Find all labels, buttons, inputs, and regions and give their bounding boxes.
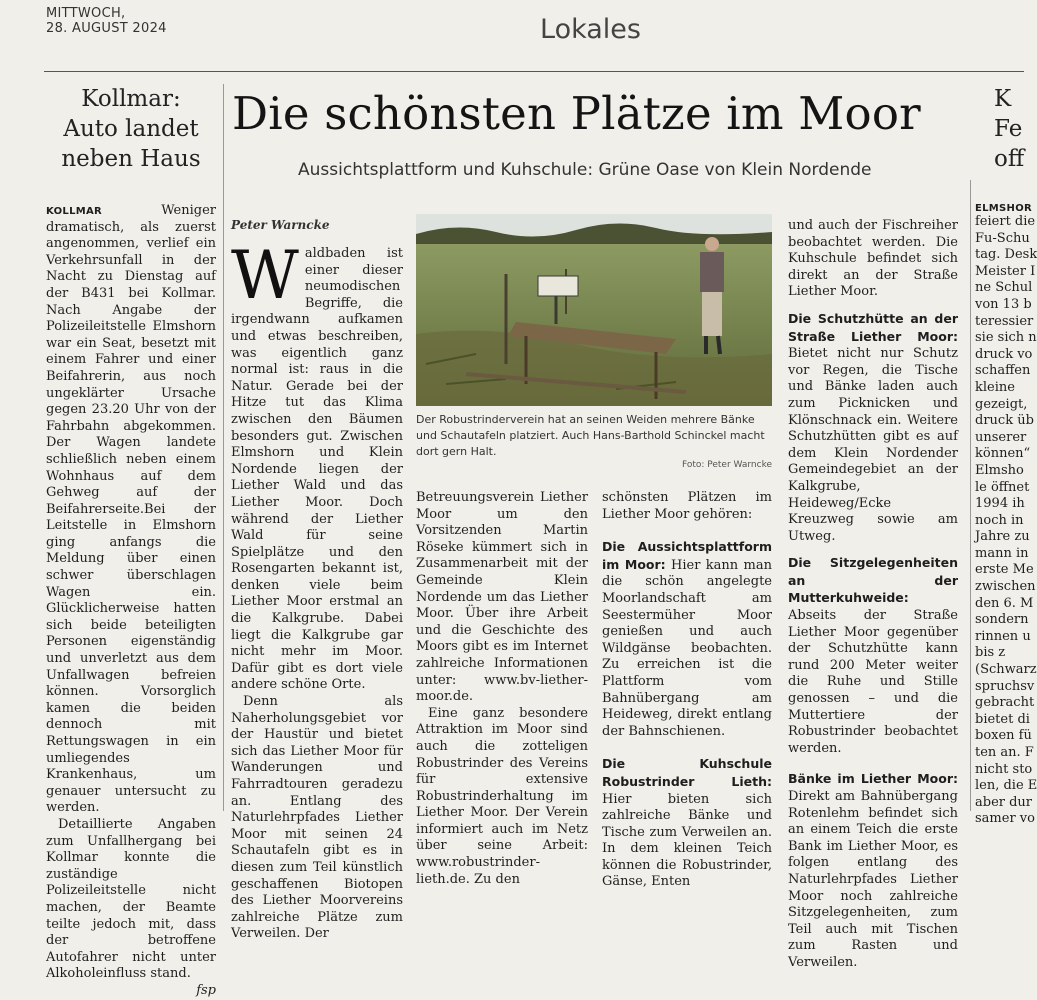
photo-caption-text: Der Robustrinderverein hat an seinen Weiden mehrere Bänke und Schautafeln platziert. Auch Hans-Barthold Schinckel macht dort gern Halt. <box>416 413 765 458</box>
right-article-line: gebracht <box>975 695 1035 711</box>
right-article-headline: K Fe off <box>994 86 1025 172</box>
right-article-line: bietet di <box>975 711 1030 727</box>
right-article-line: nicht sto <box>975 761 1033 777</box>
right-article-line: 1994 ih <box>975 496 1025 512</box>
right-article-line: tag. Desk <box>975 247 1037 263</box>
right-article-line: boxen fü <box>975 728 1032 744</box>
main-column-2 <box>416 490 588 888</box>
right-article-line: erste Me <box>975 562 1034 578</box>
column-divider <box>970 180 971 811</box>
left-headline-line: Auto landet <box>63 116 199 142</box>
main-paragraph-text: aldbaden ist einer dieser neumodischen Begriffe, die irgendwann aufkamen und etwas beschreiben, was eigentlich ganz normal ist: raus in die Natur. Gerade bei der Hitze tut das Klima zwischen den Bäumen besonders gut. Zwischen Elmshorn und Klein Nordende liegen der Liether Wald und das Liether Moor. Doch während der Liether Wald für seine Spielplätze und den Rosengarten bekannt ist, denken viele beim Liether Moor erstmal an die Kalkgrube. Dabei liegt die Kalkgrube gar nicht mehr im Moor. Dafür gibt es dort viele andere schöne Orte. <box>231 246 403 693</box>
main-paragraph <box>788 311 958 545</box>
left-headline-line: Kollmar: <box>81 86 181 112</box>
photo-credit: Foto: Peter Warncke <box>681 460 772 470</box>
right-article-line: bis z <box>975 645 1006 661</box>
right-article-line: Meister I <box>975 263 1036 279</box>
drop-cap: W <box>231 237 299 314</box>
right-article-lines <box>975 214 1035 828</box>
main-paragraph <box>788 771 958 971</box>
main-paragraph <box>602 539 772 740</box>
left-article-headline <box>46 84 216 174</box>
main-subhead: Aussichtsplattform und Kuhschule: Grüne Oase von Klein Nordende <box>298 160 872 180</box>
weekday: MITTWOCH, <box>46 6 126 21</box>
main-column-1 <box>231 218 403 943</box>
main-column-3 <box>602 490 772 891</box>
main-paragraph: Betreuungsverein Liether Moor um den Vorsitzenden Martin Röseke kümmert sich in Zusammenarbeit mit der Gemeinde Klein Nordende um das Liether Moor. Über ihre Arbeit und die Geschichte des Moors gibt es im Internet zahlreiche Informationen unter: www.bv-liether-moor.de. <box>416 490 588 705</box>
right-article-line: schaffen <box>975 363 1031 379</box>
left-headline-line: neben Haus <box>61 146 201 172</box>
left-paragraph-text: Detaillierte Angaben zum Unfallhergang bei Kollmar konnte die zuständige Polizeileitstelle nicht machen, der Beamte teilte jedoch mit, dass der betroffene Autofahrer nicht unter Alkoholeinfluss stand. <box>46 816 216 982</box>
main-paragraph-text: Hier kann man die schön angelegte Moorlandschaft am Seestermüher Moor genießen und auch Wildgänse beobachten. Zu erreichen ist die Plattform vom Bahnübergang am Heideweg, direkt entlang der Bahnschienen. <box>602 557 772 739</box>
right-article-line: von 13 b <box>975 296 1032 312</box>
main-paragraph-text: Bietet nicht nur Schutz vor Regen, die Tische und Bänke laden auch zum Picknicken und Klönschnack ein. Weitere Schutzhütten gibt es auf dem Klein Nordender Gemeindegebiet an der Kalkgrube, Heideweg/Ecke Kreuzweg sowie am Utweg. <box>788 346 958 544</box>
left-article-body <box>46 203 216 1000</box>
moor-photo <box>416 214 772 406</box>
right-article-line: teressier <box>975 313 1034 329</box>
main-paragraph: und auch der Fischreiher beobachtet werden. Die Kuhschule befindet sich direkt an der Straße Liether Moor. <box>788 218 958 300</box>
right-article-line: samer vo <box>975 811 1035 827</box>
right-article-line: le öffnet <box>975 479 1030 495</box>
right-article-line: Fu-Schu <box>975 230 1030 246</box>
right-article-line: Jahre zu <box>975 529 1030 545</box>
subheading: Die Schutzhütte an der Straße Liether Moor: <box>788 310 958 344</box>
right-article-line: ten an. F <box>975 745 1034 760</box>
photo-caption <box>416 412 772 470</box>
main-paragraph-text: Hier bieten sich zahlreiche Bänke und Tische zum Verweilen an. In dem kleinen Teich können die Robustrinder, Gänse, Enten <box>602 791 772 890</box>
main-paragraph <box>602 756 772 891</box>
right-article-line: sondern <box>975 612 1029 628</box>
right-article-line: noch in <box>975 512 1024 528</box>
right-article-line: ne Schul <box>975 280 1033 296</box>
right-article-line: unserer <box>975 429 1027 445</box>
right-article-line: zwischen <box>975 579 1036 595</box>
main-paragraph: Denn als Naherholungsgebiet vor der Haustür und bietet sich das Liether Moor für Wanderungen und Fahrradtouren geradezu an. Entlang des Naturlehrpfades Liether Moor mit seinen 24 Schautafeln gibt es in diesen zum Teil künstlich geschaffenen Biotopen des Liether Moorvereins zahlreiche Plätze zum Verweilen. Der <box>231 694 403 942</box>
subheading: Die Kuhschule Robustrinder Lieth: <box>602 756 772 789</box>
date: 28. AUGUST 2024 <box>46 21 167 36</box>
main-paragraph <box>788 555 958 757</box>
right-article-line: aber dur <box>975 794 1033 810</box>
moor-photo-image <box>416 214 772 406</box>
right-article-line: kleine <box>975 379 1015 395</box>
right-kicker: ELMSHOR <box>975 203 1033 214</box>
main-headline: Die schönsten Plätze im Moor <box>232 87 921 140</box>
left-kicker: KOLLMAR <box>46 206 103 217</box>
author-signature: fsp <box>196 982 216 998</box>
author-byline: Peter Warncke <box>231 218 330 232</box>
right-article-line: mann in <box>975 545 1029 561</box>
right-article-line: druck üb <box>975 413 1034 429</box>
subheading: Bänke im Liether Moor: <box>788 771 958 787</box>
column-divider <box>223 84 224 811</box>
right-article-line: rinnen u <box>975 628 1031 644</box>
section-title: Lokales <box>540 14 641 45</box>
subheading: Die Sitzgelegenheiten an der Mutterkuhweide: <box>788 555 958 606</box>
header-rule <box>44 71 1024 72</box>
right-article-body <box>975 203 1035 828</box>
main-paragraph <box>231 237 403 694</box>
right-article-line: Elmsho <box>975 462 1024 478</box>
right-article-line: feiert die <box>975 214 1036 229</box>
left-paragraph <box>46 816 216 998</box>
right-article-line: sie sich n <box>975 330 1037 346</box>
right-article-line: gezeigt, <box>975 396 1028 412</box>
main-paragraph: Eine ganz besondere Attraktion im Moor sind auch die zotteligen Robustrinder des Vereins für extensive Robustrinderhaltung im Liether Moor. Der Verein informiert auch im Netz über seine Arbeit: www.robustrinder-lieth.de. Zu den <box>416 705 588 887</box>
right-article-line: len, die E <box>975 778 1037 794</box>
right-article-line: spruchsv <box>975 678 1035 694</box>
right-article-line: (Schwarz <box>975 662 1037 678</box>
right-article-line: druck vo <box>975 346 1033 362</box>
left-lead-paragraph <box>46 203 216 817</box>
main-column-4 <box>788 218 958 972</box>
left-lead-text: Weniger dramatisch, als zuerst angenommen, verlief ein Verkehrsunfall in der Nacht zu Dienstag auf der B431 bei Kollmar. Nach Angabe der Polizeileitstelle Elmshorn war ein Seat, besetzt mit einem Fahrer und einer Beifahrerin, aus noch ungeklärter Ursache gegen 23.20 Uhr von der Fahrbahn abgekommen. Der Wagen landete schließlich neben einem Wohnhaus auf dem Gehweg auf der Beifahrerseite.Bei der Leitstelle in Elmshorn ging anfangs die Meldung über einen schwer überschlagen Wagen ein. Glücklicherweise hatten sich beide beteiligten Personen eigenständig und unverletzt aus dem Unfallwagen befreien können. Vorsorglich kamen die beiden dennoch mit Rettungswagen in ein umliegendes Krankenhaus, um genauer untersucht zu werden. <box>46 203 216 816</box>
right-article-line: den 6. M <box>975 595 1034 611</box>
right-article-line: können“ <box>975 446 1031 462</box>
issue-date <box>46 6 167 36</box>
main-paragraph-text: Abseits der Straße Liether Moor gegenüber der Schutzhütte kann rund 200 Meter weiter die Ruhe und Stille genossen – und die Muttertiere der Robustrinder beobachtet werden. <box>788 608 958 756</box>
main-paragraph: schönsten Plätzen im Liether Moor gehören: <box>602 490 772 522</box>
main-paragraph-text: Direkt am Bahnübergang Rotenlehm befindet sich an einem Teich die erste Bank im Liether Moor, es folgen entlang des Naturlehrpfades Liether Moor noch zahlreiche Sitzgelegenheiten, zum Teil auch mit Tischen zum Rasten und Verweilen. <box>788 789 958 970</box>
subheading: Die Aussichtsplattform im Moor: <box>602 539 772 572</box>
